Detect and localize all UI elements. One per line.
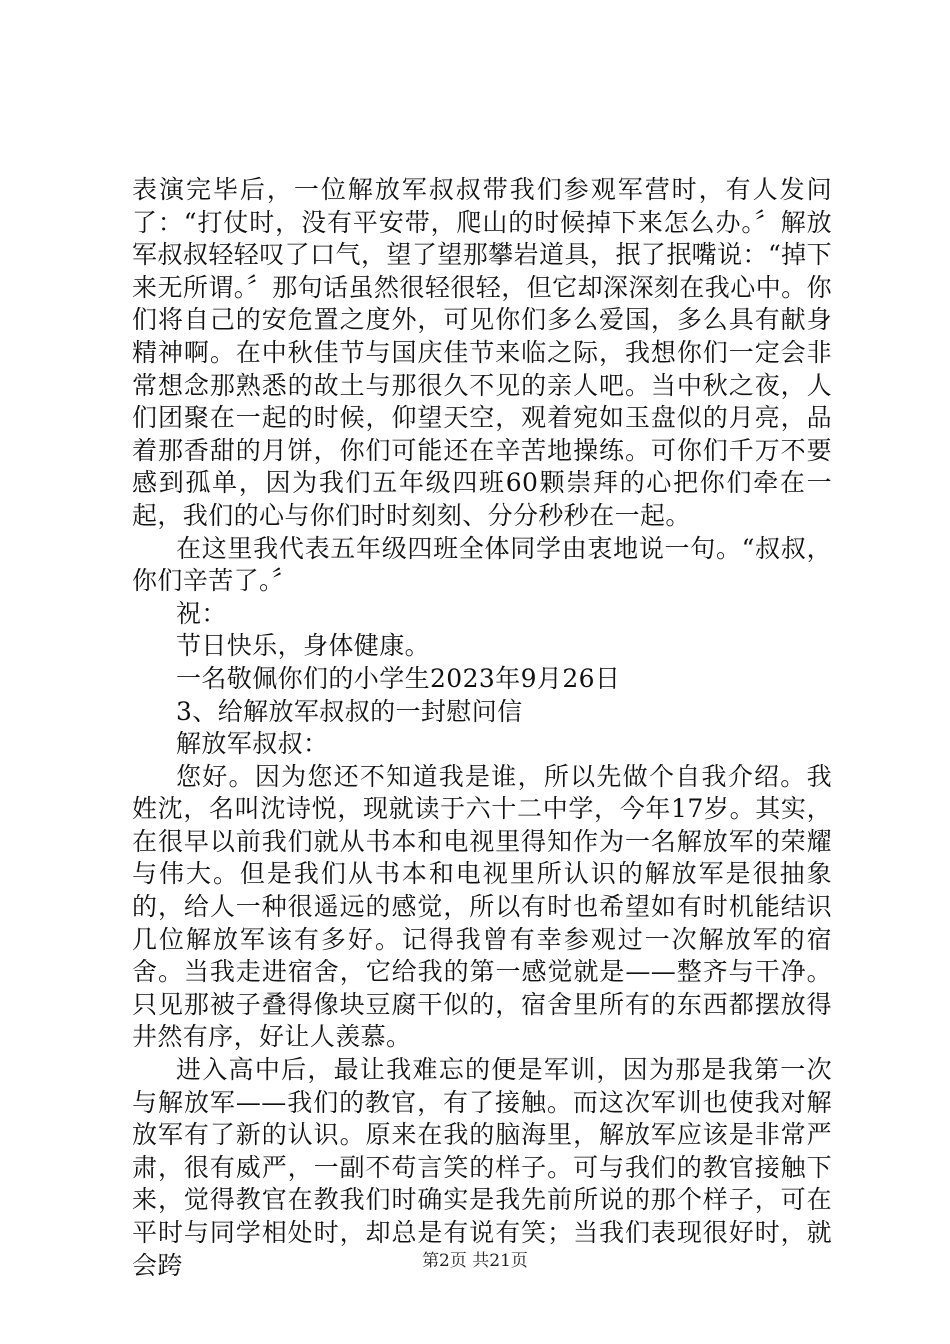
paragraph-signature: 一名敬佩你们的小学生2023年9月26日 bbox=[176, 663, 621, 693]
paragraph-wish: 节日快乐，身体健康。 bbox=[176, 631, 431, 661]
paragraph-wish-label: 祝： bbox=[176, 598, 227, 628]
paragraph-military-training: 进入高中后，最让我难忘的便是军训，因为那是我第一次与解放军——我们的教官，有了接触。而这次军训也使我对解放军有了新的认识。原来在我的脑海里，解放军应该是非常严肃，很有威严，一副不苟言笑的样子。可与我们的教官接触下来，觉得教官在教我们时确实是我先前所说的那个样子，可在平时与同学相处时，却总是有说有笑；当我们表现很好时，就会跨 bbox=[132, 1055, 832, 1280]
paragraph-visit-barracks: 表演完毕后，一位解放军叔叔带我们参观军营时，有人发问了：“打仗时，没有平安带，爬山的时候掉下来怎么办。〞解放军叔叔轻轻叹了口气，望了望那攀岩道具，抿了抿嘴说：“掉下来无所谓。〞那句话虽然很轻很轻，但它却深深刻在我心中。你们将自己的安危置之度外，可见你们多么爱国，多么具有献身精神啊。在中秋佳节与国庆佳节来临之际，我想你们一定会非常想念那熟悉的故土与那很久不见的亲人吧。当中秋之夜，人们团聚在一起的时候，仰望天空，观着宛如玉盘似的月亮，品着那香甜的月饼，你们可能还在辛苦地操练。可你们千万不要感到孤单，因为我们五年级四班60颗崇拜的心把你们牵在一起，我们的心与你们时时刻刻、分分秒秒在一起。 bbox=[132, 175, 832, 530]
paragraph-thanks: 在这里我代表五年级四班全体同学由衷地说一句。“叔叔，你们辛苦了。〞 bbox=[132, 533, 832, 596]
salutation: 解放军叔叔： bbox=[176, 729, 329, 759]
paragraph-introduction: 您好。因为您还不知道我是谁，所以先做个自我介绍。我姓沈，名叫沈诗悦，现就读于六十二中学，今年17岁。其实，在很早以前我们就从书本和电视里得知作为一名解放军的荣耀与伟大。但是我们从书本和电视里所认识的解放军是很抽象的，给人一种很遥远的感觉，所以有时也希望如有时机能结识几位解放军该有多好。记得我曾有幸参观过一次解放军的宿舍。当我走进宿舍，它给我的第一感觉就是——整齐与干净。只见那被子叠得像块豆腐干似的，宿舍里所有的东西都摆放得井然有序，好让人羡慕。 bbox=[132, 761, 832, 1052]
document-body bbox=[132, 174, 832, 1282]
section-heading: 3、给解放军叔叔的一封慰问信 bbox=[176, 696, 523, 726]
page-footer: 第2页 共21页 bbox=[422, 1251, 528, 1271]
